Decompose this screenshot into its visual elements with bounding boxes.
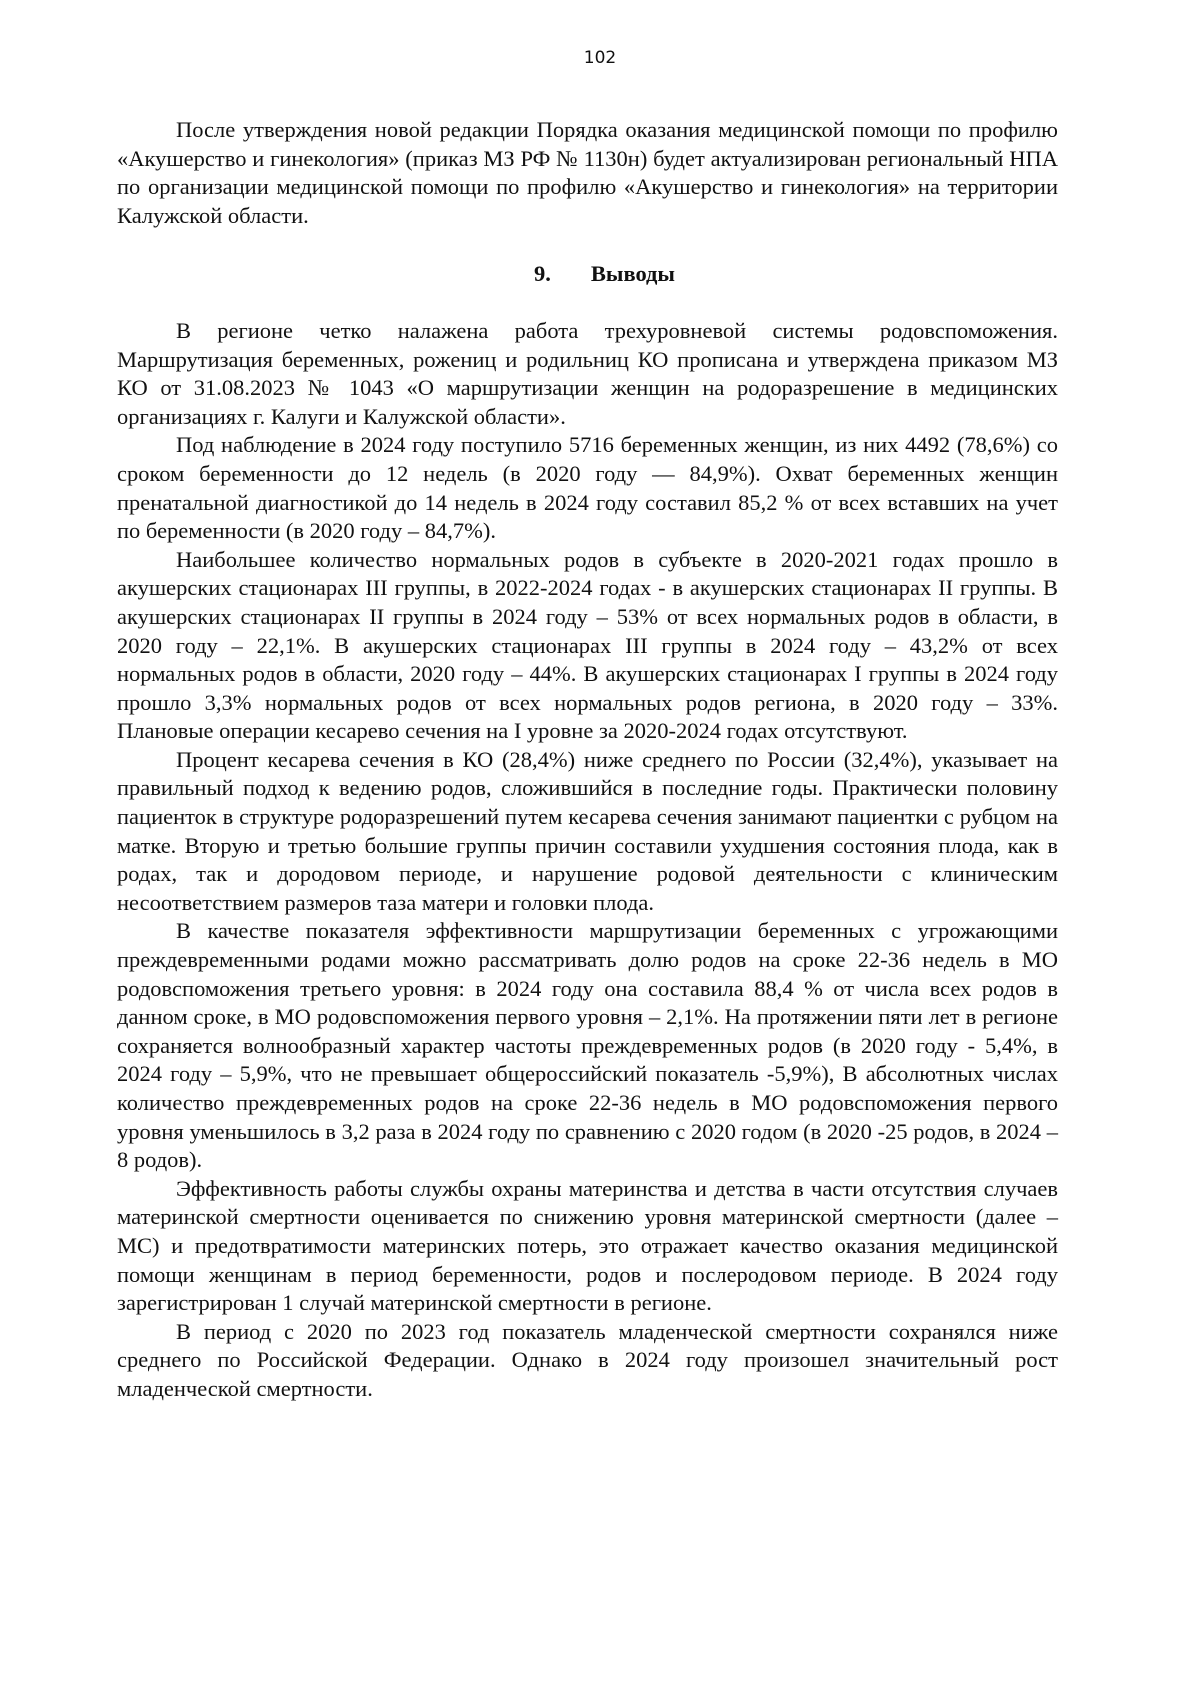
paragraph: В период с 2020 по 2023 год показатель младенческой смертности сохранялся ниже среднего по Российской Федерации. Однако в 2024 году произошел значительный рост младенческой смертности. [117,1318,1058,1401]
section-number: 9. [534,261,551,287]
paragraph: Наибольшее количество нормальных родов в субъекте в 2020-2021 годах прошло в акушерских стационарах III группы, в 2022-2024 годах - в акушерских стационарах II группы. В акушерских стационарах II группы в 2024 году – 53% от всех нормальных родов в области, в 2020 году – 22,1%. В акушерских стационарах III группы в 2024 году – 43,2% от всех нормальных родов в области, 2020 году – 44%. В акушерских стационарах I группы в 2024 году прошло 3,3% нормальных родов от всех нормальных родов региона, в 2020 году – 33%. Плановые операции кесарево сечения на I уровне за 2020-2024 годах отсутствуют. [117,546,1058,744]
paragraph: Эффективность работы службы охраны материнства и детства в части отсутствия случаев материнской смертности оценивается по снижению уровня материнской смертности (далее – МС) и предотвратимости материнских потерь, это отражает качество оказания медицинской помощи женщинам в период беременности, родов и послеродовом периоде. В 2024 году зарегистрирован 1 случай материнской смертности в регионе. [117,1175,1058,1316]
document-body [117,116,1058,1404]
intro-paragraph: После утверждения новой редакции Порядка оказания медицинской помощи по профилю «Акушерство и гинекология» (приказ МЗ РФ № 1130н) будет актуализирован региональный НПА по организации медицинской помощи по профилю «Акушерство и гинекология» на территории Калужской области. [117,117,1058,228]
section-heading [117,260,1058,289]
paragraph: Под наблюдение в 2024 году поступило 5716 беременных женщин, из них 4492 (78,6%) со сроком беременности до 12 недель (в 2020 году — 84,9%). Охват беременных женщин пренатальной диагностикой до 14 недель в 2024 году составил 85,2 % от всех вставших на учет по беременности (в 2020 году – 84,7%). [117,432,1058,544]
paragraph: В регионе четко налажена работа трехуровневой системы родовспоможения. Маршрутизация беременных, рожениц и родильниц КО прописана и утверждена приказом МЗ КО от 31.08.2023 № 1043 «О маршрутизации женщин на родоразрешение в медицинских организациях г. Калуги и Калужской области». [117,317,1058,429]
page-number: 102 [583,48,617,68]
section-title: Выводы [590,261,675,287]
paragraph: В качестве показателя эффективности маршрутизации беременных с угрожающими преждевременными родами можно рассматривать долю родов на сроке 22-36 недель в МО родовспоможения третьего уровня: в 2024 году она составила 88,4 % от числа всех родов в данном сроке, в МО родовспоможения первого уровня – 2,1%. На протяжении пяти лет в регионе сохраняется волнообразный характер частоты преждевременных родов (в 2020 году - 5,4%, в 2024 году – 5,9%, что не превышает общероссийский показатель -5,9%), В абсолютных числах количество преждевременных родов на сроке 22-36 недель в МО родовспоможения первого уровня уменьшилось в 3,2 раза в 2024 году по сравнению с 2020 годом (в 2020 -25 родов, в 2024 – 8 родов). [117,918,1058,1173]
paragraph: Процент кесарева сечения в КО (28,4%) ниже среднего по России (32,4%), указывает на правильный подход к ведению родов, сложившийся в последние годы. Практически половину пациенток в структуре родоразрешений путем кесарева сечения занимают пациентки с рубцом на матке. Вторую и третью большие группы причин составили ухудшения состояния плода, как в родах, так и дородовом периоде, и нарушение родовой деятельности с клиническим несоответствием размеров таза матери и головки плода. [117,746,1058,915]
